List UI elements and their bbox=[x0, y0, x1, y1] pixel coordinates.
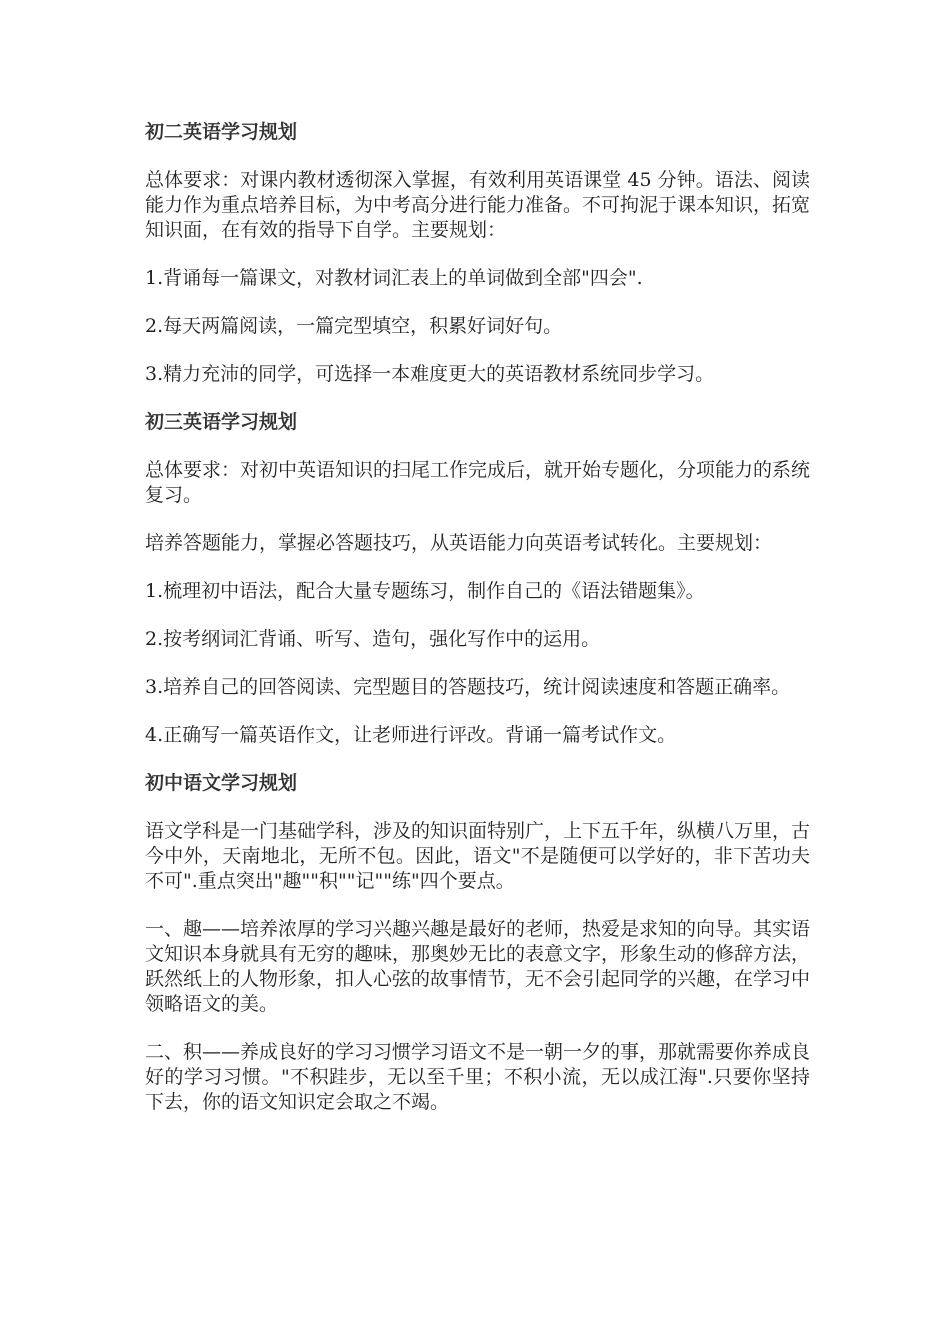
paragraph: 总体要求：对初中英语知识的扫尾工作完成后，就开始专题化，分项能力的系统复习。 bbox=[145, 459, 811, 506]
paragraph: 总体要求：对课内教材透彻深入掌握，有效利用英语课堂 45 分钟。语法、阅读能力作为重点培养目标，为中考高分进行能力准备。不可拘泥于课本知识，拓宽知识面，在有效的指导下自学。主要规划： bbox=[145, 169, 811, 241]
section-heading: 初二英语学习规划 bbox=[145, 121, 298, 143]
section-heading: 初中语文学习规划 bbox=[145, 772, 298, 794]
paragraph: 二、积——养成良好的学习习惯学习语文不是一朝一夕的事，那就需要你养成良好的学习习惯。"不积跬步，无以至千里；不积小流，无以成江海".只要你坚持下去，你的语文知识定会取之不竭。 bbox=[145, 1041, 811, 1113]
paragraph: 3.精力充沛的同学，可选择一本难度更大的英语教材系统同步学习。 bbox=[145, 363, 715, 385]
document-page bbox=[145, 120, 810, 1138]
paragraph: 2.每天两篇阅读，一篇完型填空，积累好词好句。 bbox=[145, 315, 563, 337]
paragraph: 1.背诵每一篇课文，对教材词汇表上的单词做到全部"四会". bbox=[145, 267, 643, 289]
paragraph: 1.梳理初中语法，配合大量专题练习，制作自己的《语法错题集》。 bbox=[145, 580, 705, 602]
paragraph: 2.按考纲词汇背诵、听写、造句，强化写作中的运用。 bbox=[145, 628, 601, 650]
section-heading: 初三英语学习规划 bbox=[145, 411, 298, 433]
section-grade9-english bbox=[145, 410, 810, 748]
section-grade8-english bbox=[145, 120, 810, 387]
paragraph: 3.培养自己的回答阅读、完型题目的答题技巧，统计阅读速度和答题正确率。 bbox=[145, 676, 791, 698]
paragraph: 一、趣——培养浓厚的学习兴趣兴趣是最好的老师，热爱是求知的向导。其实语文知识本身就具有无穷的趣味，那奥妙无比的表意文字，形象生动的修辞方法，跃然纸上的人物形象，扣人心弦的故事情节，无不会引起同学的兴趣，在学习中领略语文的美。 bbox=[145, 918, 811, 1015]
paragraph: 语文学科是一门基础学科，涉及的知识面特别广，上下五千年，纵横八万里，古今中外，天南地北，无所不包。因此，语文"不是随便可以学好的，非下苦功夫不可".重点突出"趣""积""记""练"四个要点。 bbox=[145, 820, 811, 892]
section-chinese-study bbox=[145, 771, 810, 1115]
paragraph: 培养答题能力，掌握必答题技巧，从英语能力向英语考试转化。主要规划： bbox=[145, 532, 773, 554]
paragraph: 4.正确写一篇英语作文，让老师进行评改。背诵一篇考试作文。 bbox=[145, 724, 677, 746]
